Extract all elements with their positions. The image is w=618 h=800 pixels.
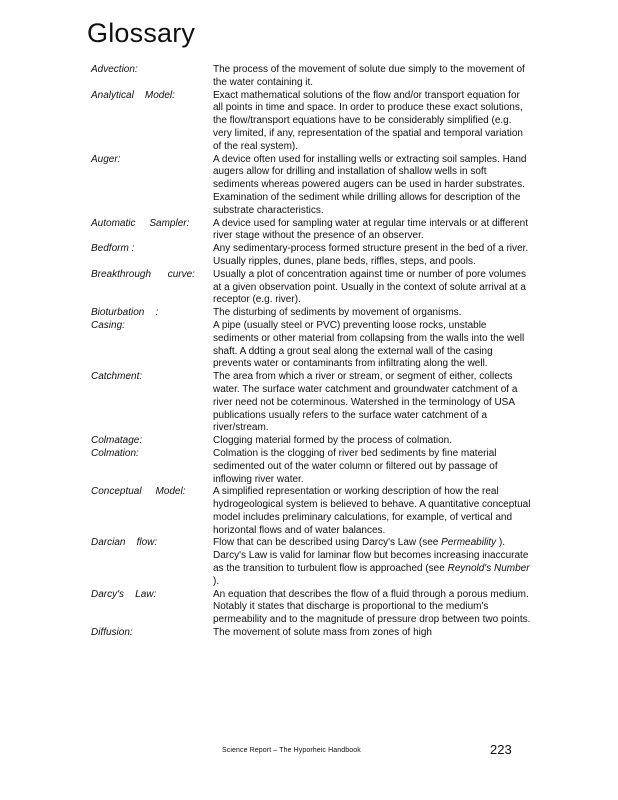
glossary-term: Casing: <box>91 319 125 331</box>
glossary-definition: The movement of solute mass from zones of high <box>213 627 432 639</box>
glossary-term: Advection: <box>91 64 138 75</box>
glossary-entry <box>91 269 531 307</box>
glossary-term: Breakthrough curve: <box>91 268 195 280</box>
glossary-definition: A device often used for installing wells or extracting soil samples. Hand augers allow for drilling and installation of shallow wells in soft sediments whereas powered augers can be used in harder substrates. Examination of the sediment while drilling allows for description of the substrate characteristics. <box>213 153 527 216</box>
glossary-entry <box>91 64 531 90</box>
glossary-definition: The area from which a river or stream, or segment of either, collects water. The surface water catchment and groundwater catchment of a river need not be coterminous. Watershed in the terminology of USA publications usually refers to the surface water catchment of a river/stream. <box>213 371 518 434</box>
glossary-entry <box>91 486 531 537</box>
glossary-entry <box>91 320 531 371</box>
glossary-definition: A device used for sampling water at regular time intervals or at different river stage without the presence of an observer. <box>213 217 528 242</box>
page-number: 223 <box>490 742 512 757</box>
glossary-term: Colmatage: <box>91 435 143 447</box>
glossary-entry <box>91 448 531 486</box>
glossary-term: Analytical Model: <box>91 89 175 101</box>
glossary-entry <box>91 243 531 269</box>
glossary-definition: An equation that describes the flow of a fluid through a porous medium. Notably it states that discharge is proportional to the medium's permeability and to the magnitude of pressure drop between two points. <box>213 588 531 626</box>
glossary-definition: Usually a plot of concentration against time or number of pore volumes at a given observation point. Usually in the context of solute arrival at a receptor (e.g. river). <box>213 268 526 306</box>
glossary-term: Bedform : <box>91 243 135 255</box>
definition-text: Flow that can be described using Darcy's Law (see <box>213 537 442 549</box>
glossary-definition: The process of the movement of solute due simply to the movement of the water containing it. <box>213 64 525 88</box>
glossary-term: Catchment: <box>91 371 143 383</box>
glossary-definition: Exact mathematical solutions of the flow and/or transport equation for all points in time and space. In order to produce these exact solutions, the flow/transport equations have to be considerably simplified (e.g. very limited, if any, representation of the spatial and temporal variation of the real system). <box>213 89 523 152</box>
glossary-entry <box>91 537 531 588</box>
cross-reference: Permeability <box>441 537 497 549</box>
glossary-entry <box>91 154 531 218</box>
glossary-term: Diffusion: <box>91 627 133 639</box>
glossary-entry <box>91 627 531 640</box>
glossary-entry <box>91 371 531 435</box>
definition-text: ). Darcy's Law is valid for laminar flow but becomes increasing inaccurate as the transition to turbulent flow is approached (see <box>213 537 529 575</box>
glossary-term: Auger: <box>91 153 121 165</box>
footer-text: Science Report – The Hyporheic Handbook <box>222 747 361 754</box>
glossary-definition: Any sedimentary-process formed structure present in the bed of a river. Usually ripples, dunes, plane beds, riffles, steps, and pools. <box>213 243 529 267</box>
glossary-definition <box>213 537 531 588</box>
glossary-entry <box>91 435 531 448</box>
glossary-term: Conceptual Model: <box>91 486 186 498</box>
glossary-term: Darcy's Law: <box>91 588 157 600</box>
glossary-list <box>91 64 531 640</box>
glossary-term: Bioturbation : <box>91 307 159 319</box>
definition-text: ). <box>213 575 220 587</box>
glossary-entry <box>91 90 531 154</box>
glossary-entry <box>91 307 531 320</box>
glossary-definition: A simplified representation or working description of how the real hydrogeological system is believed to behave. A quantitative conceptual model includes preliminary calculations, for example, of vertical and horizontal flows and of water balances. <box>213 486 531 536</box>
cross-reference: Reynold's Number <box>447 563 530 575</box>
glossary-definition: Clogging material formed by the process of colmation. <box>213 435 453 447</box>
glossary-definition: Colmation is the clogging of river bed sediments by fine material sedimented out of the water column or filtered out by passage of inflowing river water. <box>213 447 498 485</box>
page-title: Glossary <box>87 18 196 48</box>
glossary-definition: The disturbing of sediments by movement of organisms. <box>213 307 462 319</box>
glossary-term: Automatic Sampler: <box>91 217 190 229</box>
glossary-definition: A pipe (usually steel or PVC) preventing loose rocks, unstable sediments or other material from collapsing from the walls into the well shaft. A ddting a grout seal along the external wall of the casing prevents water or contaminants from infiltrating along the well. <box>213 319 525 370</box>
glossary-entry <box>91 589 531 627</box>
glossary-entry <box>91 218 531 244</box>
glossary-term: Darcian flow: <box>91 537 158 549</box>
glossary-term: Colmation: <box>91 447 139 459</box>
